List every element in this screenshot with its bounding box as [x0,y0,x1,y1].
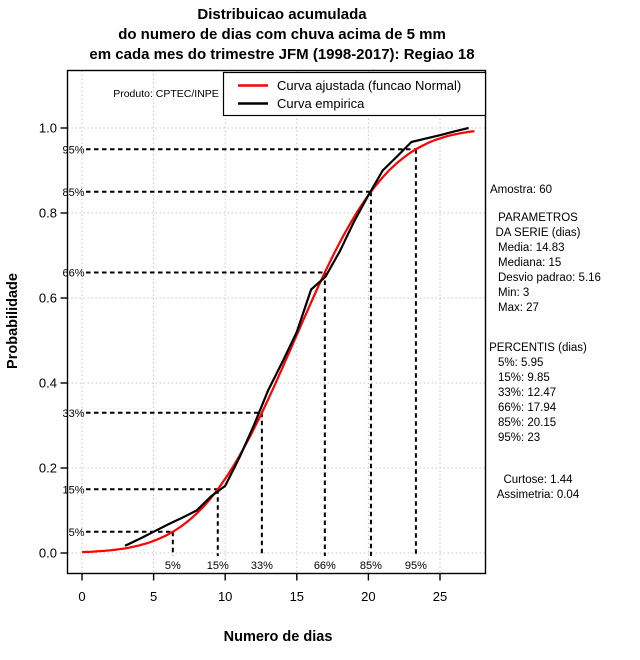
percentil-5: 5%: 5.95 [498,357,544,369]
percentil-95: 95%: 23 [498,432,541,444]
y-tick-label: 0.0 [38,545,57,561]
x-tick-label: 5 [149,589,158,604]
percentile-left-label: 95% [62,144,85,157]
percentile-bottom-label: 95% [404,560,427,572]
legend [224,73,486,116]
y-tick-label: 0.6 [38,290,57,306]
params-header-2: DA SERIE (dias) [495,227,581,239]
x-tick-label: 20 [361,589,376,604]
stat-media: Media: 14.83 [498,242,565,254]
x-tick-label: 0 [78,589,86,604]
chart-title-line-2: do numero de dias com chuva acima de 5 mm [118,26,446,43]
y-tick-label: 0.4 [38,375,57,391]
percentile-bottom-label: 85% [359,560,382,572]
x-tick-label: 10 [217,589,233,604]
y-tick-label: 1.0 [38,120,57,136]
stat-min: Min: 3 [498,287,530,299]
percentil-15: 15%: 9.85 [498,372,550,384]
y-tick-label: 0.2 [38,460,57,476]
percentile-bottom-label: 33% [250,560,273,572]
percentile-left-label: 33% [62,407,85,420]
percentil-33: 33%: 12.47 [498,387,557,399]
percentile-bottom-label: 15% [206,560,229,572]
stat-sample-size: Amostra: 60 [490,184,552,196]
stat-desvio-padrao: Desvio padrao: 5.16 [498,272,601,284]
chart-title-line-3: em cada mes do trimestre JFM (1998-2017): Regiao 18 [89,46,475,63]
product-label: Produto: CPTEC/INPE [113,88,219,100]
percentile-left-label: 5% [68,526,85,539]
plot-dynamic-layer [39,71,486,605]
params-header-1: PARAMETROS [498,212,578,224]
percentil-66: 66%: 17.94 [498,402,557,414]
stat-mediana: Mediana: 15 [498,257,562,269]
chart-title-line-1: Distribuicao acumulada [197,6,367,23]
stat-assimetria: Assimetria: 0.04 [496,489,580,501]
percentile-left-label: 66% [62,267,85,280]
percentile-bottom-label: 5% [164,560,181,572]
x-tick-label: 15 [289,589,305,604]
x-tick-label: 25 [432,589,448,604]
percentile-left-label: 15% [62,484,85,497]
legend-empirical-label: Curva empirica [277,96,365,111]
stat-curtose: Curtose: 1.44 [503,474,573,486]
x-axis-title: Numero de dias [223,629,333,645]
percentis-header: PERCENTIS (dias) [489,342,587,354]
stat-max: Max: 27 [498,302,539,314]
percentile-bottom-label: 66% [313,560,336,572]
percentil-85: 85%: 20.15 [498,417,557,429]
stats-panel [480,0,601,660]
y-axis-title: Probabilidade [5,273,21,369]
legend-fitted-label: Curva ajustada (funcao Normal) [277,78,462,93]
y-tick-label: 0.8 [38,205,57,221]
percentile-left-label: 85% [62,186,85,199]
